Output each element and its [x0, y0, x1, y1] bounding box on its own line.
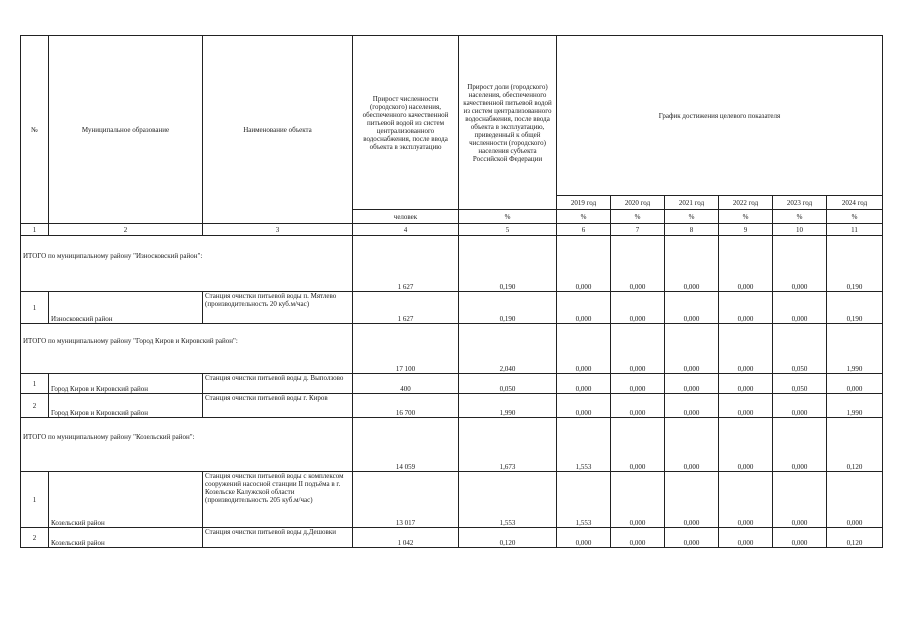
unit-percent: % [665, 210, 719, 224]
cell-share: 1,673 [459, 418, 557, 472]
total-label: ИТОГО по муниципальному району "Козельский район": [23, 432, 195, 441]
column-number: 7 [611, 224, 665, 236]
cell-year-value: 0,000 [611, 324, 665, 374]
table-row [21, 528, 883, 548]
cell-year-value: 0,000 [665, 236, 719, 292]
cell-year-value: 0,000 [719, 292, 773, 324]
header-schedule: График достижения целевого показателя [557, 36, 883, 196]
unit-percent: % [827, 210, 883, 224]
cell-people: 400 [353, 374, 459, 394]
cell-object: Станция очистки питьевой воды д. Выползово [203, 374, 353, 394]
cell-year-value: 0,000 [773, 418, 827, 472]
column-number: 10 [773, 224, 827, 236]
cell-share: 0,190 [459, 236, 557, 292]
cell-year-value: 1,990 [827, 324, 883, 374]
cell-year-value: 0,000 [665, 472, 719, 528]
cell-year-value: 0,000 [827, 472, 883, 528]
unit-percent: % [719, 210, 773, 224]
header-municipality: Муниципальное образование [49, 36, 203, 224]
cell-year-value: 0,000 [773, 394, 827, 418]
table-row [21, 472, 883, 528]
cell-object: Станция очистки питьевой воды с комплексом сооружений насосной станции II подъёма в г. Козельске Калужской области (производительность 205 куб.м/час) [203, 472, 353, 528]
cell-municipality: Износковский район [49, 292, 203, 324]
column-numbers-row [21, 224, 883, 236]
table-row [21, 394, 883, 418]
cell-year-value: 0,000 [611, 472, 665, 528]
column-number: 8 [665, 224, 719, 236]
cell-year-value: 0,000 [665, 394, 719, 418]
cell-people: 13 017 [353, 472, 459, 528]
header-year: 2022 год [719, 196, 773, 210]
table-row [21, 292, 883, 324]
cell-municipality: Козельский район [49, 472, 203, 528]
column-number: 6 [557, 224, 611, 236]
cell-people: 14 059 [353, 418, 459, 472]
column-number: 5 [459, 224, 557, 236]
header-year: 2024 год [827, 196, 883, 210]
cell-year-value: 0,000 [557, 394, 611, 418]
header-object-name: Наименование объекта [203, 36, 353, 224]
cell-year-value: 0,000 [611, 374, 665, 394]
cell-year-value: 0,120 [827, 528, 883, 548]
cell-year-value: 0,000 [773, 292, 827, 324]
cell-year-value: 1,990 [827, 394, 883, 418]
cell-share: 0,190 [459, 292, 557, 324]
header-population-growth: Прирост численности (городского) населения, обеспеченного качественной питьевой водой из систем централизованного водоснабжения, после ввода объекта в эксплуатацию [353, 36, 459, 210]
cell-object: Станция очистки питьевой воды г. Киров [203, 394, 353, 418]
cell-num: 1 [21, 374, 49, 394]
cell-year-value: 0,000 [665, 324, 719, 374]
unit-percent: % [557, 210, 611, 224]
column-number: 9 [719, 224, 773, 236]
column-number: 4 [353, 224, 459, 236]
cell-people: 17 100 [353, 324, 459, 374]
cell-year-value: 0,000 [611, 394, 665, 418]
cell-year-value: 0,000 [719, 528, 773, 548]
cell-year-value: 0,000 [665, 418, 719, 472]
cell-year-value: 0,000 [719, 418, 773, 472]
column-number: 2 [49, 224, 203, 236]
cell-object: Станция очистки питьевой воды д.Дешовки [203, 528, 353, 548]
cell-year-value: 0,000 [773, 472, 827, 528]
table-row-total [21, 418, 883, 472]
cell-municipality: Город Киров и Кировский район [49, 374, 203, 394]
cell-year-value: 0,000 [665, 374, 719, 394]
cell-num: 2 [21, 528, 49, 548]
total-label-cell [21, 324, 353, 374]
cell-year-value: 1,553 [557, 418, 611, 472]
cell-year-value: 0,000 [611, 528, 665, 548]
unit-percent: % [459, 210, 557, 224]
cell-year-value: 0,050 [773, 374, 827, 394]
cell-year-value: 0,000 [719, 472, 773, 528]
total-label-cell [21, 418, 353, 472]
total-label: ИТОГО по муниципальному району "Износковский район": [23, 251, 203, 260]
column-number: 11 [827, 224, 883, 236]
unit-percent: % [611, 210, 665, 224]
table-row-total [21, 324, 883, 374]
cell-year-value: 0,050 [773, 324, 827, 374]
header-year: 2023 год [773, 196, 827, 210]
cell-num: 1 [21, 472, 49, 528]
cell-year-value: 0,000 [611, 236, 665, 292]
cell-share: 1,990 [459, 394, 557, 418]
cell-year-value: 0,000 [719, 236, 773, 292]
header-share-growth: Прирост доли (городского) населения, обеспеченного качественной питьевой водой из систем централизованного водоснабжения, после ввода объекта в эксплуатацию, приведенный к общей численности (городского) населения субъекта Российской Федерации [459, 36, 557, 210]
cell-year-value: 0,000 [719, 374, 773, 394]
table-row-total [21, 236, 883, 292]
header-year: 2020 год [611, 196, 665, 210]
header-year: 2019 год [557, 196, 611, 210]
cell-year-value: 0,000 [557, 324, 611, 374]
cell-year-value: 0,190 [827, 236, 883, 292]
cell-year-value: 1,553 [557, 472, 611, 528]
cell-year-value: 0,000 [557, 292, 611, 324]
cell-year-value: 0,000 [557, 236, 611, 292]
cell-year-value: 0,000 [611, 418, 665, 472]
header-row [21, 36, 883, 196]
cell-year-value: 0,000 [611, 292, 665, 324]
column-number: 3 [203, 224, 353, 236]
target-indicator-table [20, 35, 883, 548]
unit-percent: % [773, 210, 827, 224]
cell-year-value: 0,000 [719, 324, 773, 374]
header-num: № [21, 36, 49, 224]
cell-share: 0,120 [459, 528, 557, 548]
cell-object: Станция очистки питьевой воды п. Мятлево (производительность 20 куб.м/час) [203, 292, 353, 324]
cell-year-value: 0,000 [665, 292, 719, 324]
cell-year-value: 0,000 [773, 236, 827, 292]
cell-municipality: Козельский район [49, 528, 203, 548]
cell-year-value: 0,190 [827, 292, 883, 324]
cell-num: 2 [21, 394, 49, 418]
table-row [21, 374, 883, 394]
cell-share: 1,553 [459, 472, 557, 528]
column-number: 1 [21, 224, 49, 236]
cell-year-value: 0,000 [665, 528, 719, 548]
cell-municipality: Город Киров и Кировский район [49, 394, 203, 418]
total-label: ИТОГО по муниципальному району "Город Киров и Кировский район": [23, 336, 238, 345]
cell-people: 1 627 [353, 292, 459, 324]
header-year: 2021 год [665, 196, 719, 210]
unit-people: человек [353, 210, 459, 224]
cell-num: 1 [21, 292, 49, 324]
cell-people: 1 627 [353, 236, 459, 292]
cell-share: 2,040 [459, 324, 557, 374]
cell-people: 1 042 [353, 528, 459, 548]
cell-share: 0,050 [459, 374, 557, 394]
cell-people: 16 700 [353, 394, 459, 418]
cell-year-value: 0,000 [773, 528, 827, 548]
total-label-cell [21, 236, 353, 292]
cell-year-value: 0,000 [827, 374, 883, 394]
cell-year-value: 0,120 [827, 418, 883, 472]
cell-year-value: 0,000 [719, 394, 773, 418]
cell-year-value: 0,000 [557, 374, 611, 394]
cell-year-value: 0,000 [557, 528, 611, 548]
